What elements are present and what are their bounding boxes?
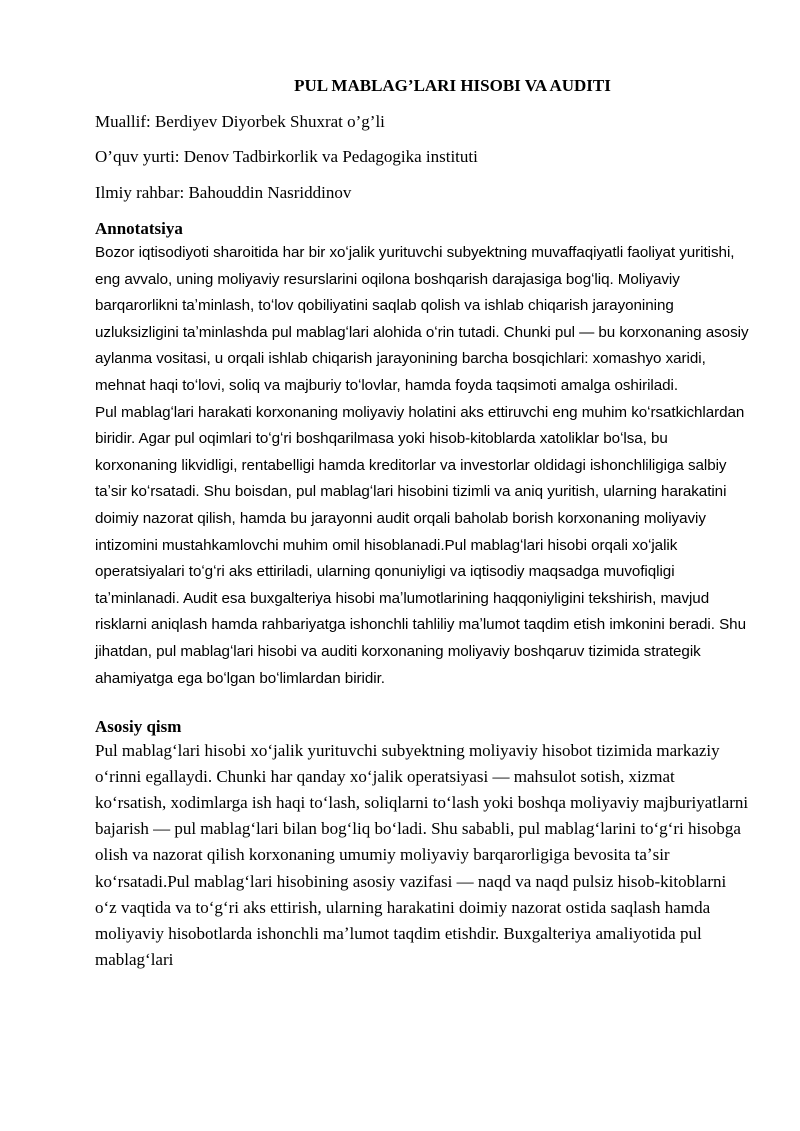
abstract-heading: Annotatsiya [95, 219, 183, 238]
institution-line: O’quv yurti: Denov Tadbirkorlik va Pedagogika instituti [95, 147, 478, 166]
author-line: Muallif: Berdiyev Diyorbek Shuxrat o’g’li [95, 112, 385, 131]
main-section-paragraph: Pul mablagʻlari hisobi xoʻjalik yurituvchi subyektning moliyaviy hisobot tizimida markaziy oʻrinni egallaydi. Chunki har qanday xoʻjalik operatsiyasi — mahsulot sotish, xizmat koʻrsatish, xodimlarga ish haqi toʻlash, soliqlarni toʻlash yoki boshqa moliyaviy majburiyatlarni bajarish — pul mablagʻlari bilan bogʻliq boʻladi. Shu sababli, pul mablagʻlarini toʻgʻri hisobga olish va nazorat qilish korxonaning umumiy moliyaviy barqarorligiga bevosita taʼsir koʻrsatadi.Pul mablagʻlari hisobining asosiy vazifasi — naqd va naqd pulsiz hisob-kitoblarni oʻz vaqtida va toʻgʻri aks ettirish, ularning harakatini doimiy nazorat ostida saqlash hamda moliyaviy hisobotlarda ishonchli maʼlumot taqdim etishdir. Buxgalteriya amaliyotida pul mablagʻlari [95, 741, 749, 969]
main-section-heading: Asosiy qism [95, 717, 182, 737]
document-title: PUL MABLAG’LARI HISOBI VA AUDITI [294, 76, 611, 95]
document-page [95, 75, 750, 973]
abstract-paragraph: Pul mablagʻlari harakati korxonaning moliyaviy holatini aks ettiruvchi eng muhim koʻrsatkichlardan biridir. Agar pul oqimlari toʻgʻri boshqarilmasa yoki hisob-kitoblarda xatoliklar boʻlsa, bu korxonaning likvidligi, rentabelligi hamda kreditorlar va investorlar oldidagi ishonchliligiga salbiy taʼsir koʻrsatadi. Shu boisdan, pul mablagʻlari hisobini tizimli va aniq yuritish, ularning harakatini doimiy nazorat qilish, hamda bu jarayonni audit orqali baholab borish korxonaning moliyaviy intizomini mustahkamlovchi muhim omil hisoblanadi.Pul mablagʻlari hisobi orqali xoʻjalik operatsiyalari toʻgʻri aks ettiriladi, ularning qonuniyligi va iqtisodiy maqsadga muvofiqligi taʼminlanadi. Audit esa buxgalteriya hisobi maʼlumotlarining haqqoniyligini tekshirish, mavjud risklarni aniqlash hamda rahbariyatga ishonchli tahliliy maʼlumot taqdim etish imkonini beradi. Shu jihatdan, pul mablagʻlari hisobi va auditi korxonaning moliyaviy boshqaruv tizimida strategik ahamiyatga ega boʻlgan boʻlimlardan biridir. [95, 403, 746, 687]
supervisor-line: Ilmiy rahbar: Bahouddin Nasriddinov [95, 183, 352, 202]
abstract-paragraph: Bozor iqtisodiyoti sharoitida har bir xoʻjalik yurituvchi subyektning muvaffaqiyatli faoliyat yuritishi, eng avvalo, uning moliyaviy resurslarini oqilona boshqarish darajasiga bogʻliq. Moliyaviy barqarorlikni taʼminlash, toʻlov qobiliyatini saqlab qolish va ishlab chiqarish jarayonining uzluksizligini taʼminlashda pul mablagʻlari alohida oʻrin tutadi. Chunki pul — bu korxonaning asosiy aylanma vositasi, u orqali ishlab chiqarish jarayonining barcha bosqichlari: xomashyo xaridi, mehnat haqi toʻlovi, soliq va majburiy toʻlovlar, hamda foyda taqsimoti amalga oshiriladi. [95, 244, 749, 394]
